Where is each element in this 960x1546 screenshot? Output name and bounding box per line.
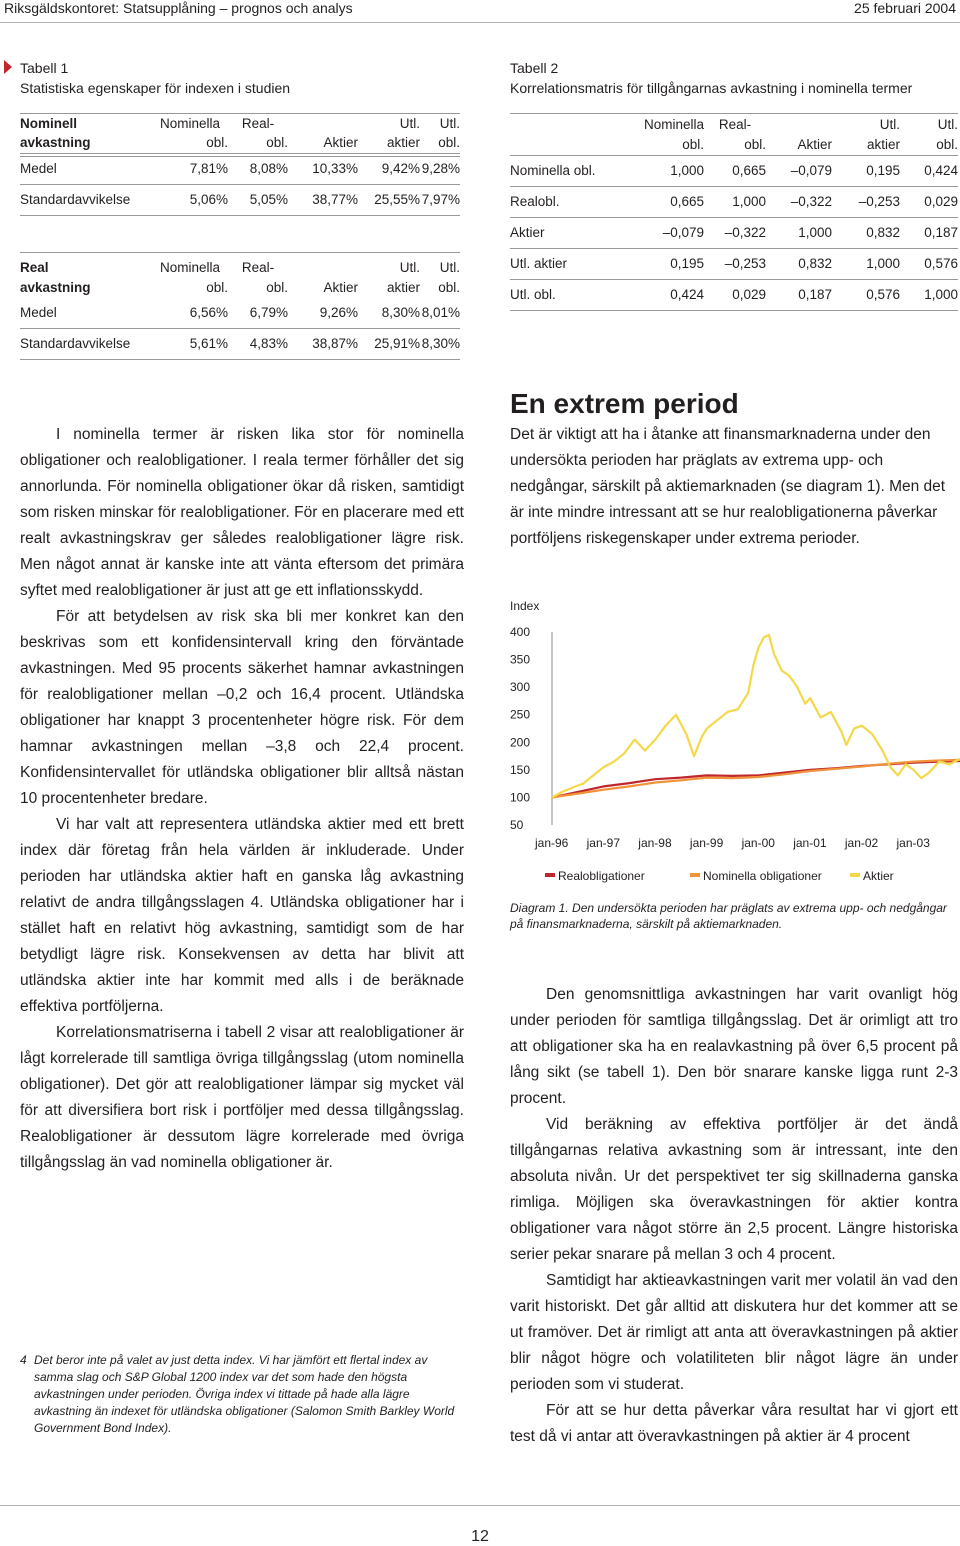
col-header: Real- bbox=[241, 259, 275, 275]
table1-subtitle: Statistiska egenskaper för indexen i studien bbox=[20, 80, 291, 96]
table-row bbox=[510, 279, 958, 310]
cell: 5,06% bbox=[160, 184, 228, 215]
index-line-chart bbox=[505, 590, 960, 890]
footnote bbox=[20, 1352, 466, 1437]
table-row bbox=[20, 184, 460, 215]
x-tick-label: jan-97 bbox=[586, 836, 621, 850]
y-tick-label: 150 bbox=[510, 762, 531, 777]
paragraph: Samtidigt har aktieavkastningen varit mer volatil än vad den varit historiskt. Det går alltid att diskutera hur det kommer att se ut framöver. Det är rimligt att anta att överavkastningen på aktier blir något högre och volatiliteten blir något lägre än under perioden som vi studerat. bbox=[510, 1272, 958, 1393]
cell: 9,26% bbox=[288, 297, 358, 328]
cell: –0,079 bbox=[766, 155, 832, 186]
cell: 1,000 bbox=[704, 186, 766, 217]
footnote-number: 4 bbox=[20, 1353, 27, 1367]
table1-real-top-rule bbox=[20, 252, 460, 253]
cell: 9,28% bbox=[420, 153, 460, 184]
col-header: aktier bbox=[386, 279, 420, 295]
cell: 7,97% bbox=[420, 184, 460, 215]
table1-real-header1 bbox=[20, 257, 460, 277]
cell: –0,253 bbox=[704, 248, 766, 279]
cell: 7,81% bbox=[160, 153, 228, 184]
table-row bbox=[510, 248, 958, 279]
col-header: aktier bbox=[386, 135, 420, 151]
cell: 1,000 bbox=[640, 155, 704, 186]
paragraph: För att se hur detta påverkar våra resultat har vi gjort ett test då vi antar att överavkastningen på aktier är 4 procent bbox=[510, 1402, 958, 1445]
col-header: Aktier bbox=[323, 135, 358, 151]
table2-header2 bbox=[510, 135, 958, 155]
col-header: Utl. bbox=[439, 259, 460, 275]
y-tick-label: 400 bbox=[510, 625, 531, 639]
table-row bbox=[20, 328, 460, 359]
paragraph: Det är viktigt att ha i åtanke att finansmarknaderna under den undersökta perioden har präglats av extrema upp- och nedgångar, särskilt på aktiemarknaden (se diagram 1). Men det är inte mindre intressant att se hur realobligationerna påverkar portföljens riskegenskaper under extrema perioder. bbox=[510, 426, 946, 547]
legend-label: Realobligationer bbox=[558, 869, 645, 883]
col-header: obl. bbox=[744, 137, 766, 153]
table1-top-rule bbox=[20, 113, 460, 114]
cell: 0,424 bbox=[640, 279, 704, 310]
paragraph: I nominella termer är risken lika stor för nominella obligationer och realobligationer. I reala termer förhåller det sig annorlunda. För nominella obligationer ökar då risken, samtidigt som risken minskar för realobligationer. För en placerare med ett realt avkastningskrav ger således realobligationer lägre risk. Men något annat är kanske inte att vänta eftersom det primära syftet med realobligationer är just att ge ett inflationsskydd. bbox=[20, 426, 464, 599]
col-header: Nominella bbox=[160, 115, 221, 131]
col-header: Aktier bbox=[323, 279, 358, 295]
cell: 5,05% bbox=[228, 184, 288, 215]
table2-label bbox=[510, 58, 912, 98]
col-header: obl. bbox=[438, 135, 460, 151]
cell: 9,42% bbox=[358, 153, 420, 184]
row-label: Medel bbox=[20, 297, 160, 328]
cell: –0,079 bbox=[640, 217, 704, 248]
x-tick-label: jan-03 bbox=[896, 836, 930, 850]
col-header: Real- bbox=[718, 116, 752, 132]
cell: 0,029 bbox=[900, 186, 958, 217]
cell: 8,08% bbox=[228, 153, 288, 184]
row-label: Realobl. bbox=[510, 186, 640, 217]
table-row bbox=[20, 297, 460, 328]
table-row bbox=[510, 155, 958, 186]
paragraph: Den genomsnittliga avkastningen har varit ovanligt hög under perioden för samtliga tillgångsslag. Det är orimligt att tro att obligationer ska ha en realavkastning på över 6,5 procent på lång sikt (se tabell 1). Den bör snarare kanske ligga runt 2-3 procent. bbox=[510, 986, 958, 1107]
col-header: aktier bbox=[866, 137, 900, 153]
right-body-text bbox=[510, 982, 958, 1450]
col-header bbox=[288, 113, 358, 133]
cell: 0,187 bbox=[900, 217, 958, 248]
cell: 0,832 bbox=[832, 217, 900, 248]
col-header: Utl. bbox=[399, 259, 420, 275]
cell: 10,33% bbox=[288, 153, 358, 184]
y-axis-label: Index bbox=[510, 599, 540, 613]
row-label: Nominella obl. bbox=[510, 155, 640, 186]
table2-correlation-matrix bbox=[510, 113, 958, 311]
cell: 38,87% bbox=[288, 328, 358, 359]
col-header bbox=[288, 257, 358, 277]
col-header: Real- bbox=[241, 115, 275, 131]
footnote-text: Det beror inte på valet av just detta index. Vi har jämfört ett flertal index av samma slag och S&P Global 1200 index var det som hade den högsta avkastningen under perioden. Övriga index vi tittade på hade alla lägre avkastning än indexet för utländska obligationer (Salomon Smith Barkley World Government Bond Index). bbox=[34, 1353, 455, 1435]
cell: 0,576 bbox=[832, 279, 900, 310]
col-header: obl. bbox=[206, 135, 228, 151]
paragraph: För att betydelsen av risk ska bli mer konkret kan den beskrivas som ett konfidensintervall kring den förväntade avkastningen. Med 95 procents säkerhet hamnar avkastningen för realobligationer mellan –0,2 och 16,4 procent. Utländska obligationer har knappt 3 procentenheter högre risk. För dem hamnar avkastningen mellan –3,8 och 22,4 procent. Konfidensintervallet för utländska obligationer blir alltså nästan 10 procentenheter bredare. bbox=[20, 608, 464, 807]
paragraph: Korrelationsmatriserna i tabell 2 visar att realobligationer är lågt korrelerade till samtliga övriga tillgångsslag (utom nominella obligationer). Det gör att realobligationer lämpar sig mycket väl för att diversifiera bort risk i portföljer med dessa tillgångsslag. Realobligationer är dessutom lägre korrelerade med övriga tillgångsslag än vad nominella obligationer är. bbox=[20, 1024, 464, 1171]
y-tick-label: 250 bbox=[510, 707, 531, 722]
header-divider bbox=[0, 22, 960, 23]
table1-nominal-header2 bbox=[20, 133, 460, 153]
cell: 0,195 bbox=[832, 155, 900, 186]
col-header: Utl. bbox=[879, 116, 900, 132]
cell: 6,79% bbox=[228, 297, 288, 328]
y-tick-label: 300 bbox=[510, 680, 531, 695]
series-line bbox=[552, 761, 960, 797]
col-header: obl. bbox=[936, 137, 958, 153]
x-tick-label: jan-00 bbox=[741, 836, 775, 850]
cell: 8,30% bbox=[358, 297, 420, 328]
col-header: obl. bbox=[206, 279, 228, 295]
col-header: Utl. bbox=[439, 115, 460, 131]
cell: –0,253 bbox=[832, 186, 900, 217]
table1-label bbox=[20, 58, 290, 98]
cell: 5,61% bbox=[160, 328, 228, 359]
cell: 4,83% bbox=[228, 328, 288, 359]
y-tick-label: 50 bbox=[510, 818, 524, 832]
running-header-left: Riksgäldskontoret: Statsupplåning – prognos och analys bbox=[4, 0, 353, 16]
table1-nominal-label: Nominell bbox=[20, 115, 78, 131]
col-header: Aktier bbox=[797, 137, 832, 153]
cell: 8,01% bbox=[420, 297, 460, 328]
table1-nominal-label2: avkastning bbox=[20, 135, 91, 151]
table1-real-header2 bbox=[20, 277, 460, 297]
legend-label: Aktier bbox=[863, 869, 894, 883]
paragraph: Vi har valt att representera utländska aktier med ett brett index där företag från hela världen är inkluderade. Under perioden har utländska aktier haft en ganska låg avkastning relativt de andra tillgångsslagen 4. Utländska obligationer har i stället haft en relativt hög avkastning, samtidigt som de har betydligt lägre risk. Konsekvensen av detta har blivit att utländska aktier inte har kommit med alls i de beräknade effektiva portföljerna. bbox=[20, 816, 464, 1015]
table1-real-label2: avkastning bbox=[20, 279, 91, 295]
legend-label: Nominella obligationer bbox=[703, 869, 822, 883]
table1-real bbox=[20, 257, 460, 360]
cell: 0,424 bbox=[900, 155, 958, 186]
series-line bbox=[552, 635, 960, 798]
table-row bbox=[20, 153, 460, 184]
table-row bbox=[510, 217, 958, 248]
cell: 8,30% bbox=[420, 328, 460, 359]
cell: 1,000 bbox=[832, 248, 900, 279]
paragraph: Vid beräkning av effektiva portföljer är det ändå tillgångarnas relativa avkastning som är intressant, inte den absoluta nivån. Ur det perspektivet ter sig skillnaderna ganska rimliga. Möjligen ska överavkastningen för aktier kontra obligationer vara något större än 2,5 procent. Längre historiska serier pekar snarare på mellan 3 och 4 procent. bbox=[510, 1116, 958, 1263]
row-label: Utl. aktier bbox=[510, 248, 640, 279]
cell: 0,195 bbox=[640, 248, 704, 279]
x-tick-label: jan-98 bbox=[638, 836, 672, 850]
col-header: Utl. bbox=[399, 115, 420, 131]
table2-header1 bbox=[510, 113, 958, 135]
row-label: Aktier bbox=[510, 217, 640, 248]
cell: 0,832 bbox=[766, 248, 832, 279]
cell: –0,322 bbox=[766, 186, 832, 217]
cell: 0,576 bbox=[900, 248, 958, 279]
col-header bbox=[766, 113, 832, 135]
running-header-date: 25 februari 2004 bbox=[854, 0, 956, 16]
col-header: Nominella bbox=[643, 116, 704, 132]
cell: 0,029 bbox=[704, 279, 766, 310]
table1-header-rule bbox=[20, 156, 460, 157]
row-label: Standardavvikelse bbox=[20, 328, 160, 359]
cell: –0,322 bbox=[704, 217, 766, 248]
y-tick-label: 350 bbox=[510, 652, 531, 667]
page-number: 12 bbox=[471, 1528, 489, 1545]
section-intro bbox=[510, 422, 958, 552]
col-header: obl. bbox=[266, 135, 288, 151]
table1-nominal bbox=[20, 113, 460, 216]
cell: 0,665 bbox=[640, 186, 704, 217]
col-header: Nominella bbox=[160, 259, 221, 275]
col-header: obl. bbox=[682, 137, 704, 153]
section-marker-icon bbox=[4, 60, 12, 74]
col-header: obl. bbox=[438, 279, 460, 295]
series-line bbox=[552, 760, 960, 798]
y-tick-label: 100 bbox=[510, 790, 531, 805]
cell: 1,000 bbox=[900, 279, 958, 310]
row-label: Utl. obl. bbox=[510, 279, 640, 310]
cell: 0,665 bbox=[704, 155, 766, 186]
cell: 1,000 bbox=[766, 217, 832, 248]
table2-subtitle: Korrelationsmatris för tillgångarnas avkastning i nominella termer bbox=[510, 80, 913, 96]
x-tick-label: jan-01 bbox=[793, 836, 827, 850]
table1-title: Tabell 1 bbox=[20, 60, 69, 76]
cell: 25,55% bbox=[358, 184, 420, 215]
footer-divider bbox=[0, 1505, 960, 1506]
section-heading: En extrem period bbox=[510, 388, 739, 419]
cell: 25,91% bbox=[358, 328, 420, 359]
diagram-caption: Diagram 1. Den undersökta perioden har präglats av extrema upp- och nedgångar på finansmarknaderna, särskilt på aktiemarknaden. bbox=[510, 901, 947, 931]
left-body-text bbox=[20, 422, 464, 1176]
x-tick-label: jan-99 bbox=[689, 836, 724, 850]
x-tick-label: jan-02 bbox=[844, 836, 879, 850]
cell: 38,77% bbox=[288, 184, 358, 215]
x-tick-label: jan-96 bbox=[535, 836, 569, 850]
cell: 0,187 bbox=[766, 279, 832, 310]
cell: 6,56% bbox=[160, 297, 228, 328]
y-tick-label: 200 bbox=[510, 735, 531, 750]
col-header: obl. bbox=[266, 279, 288, 295]
row-label: Medel bbox=[20, 153, 160, 184]
col-header: Utl. bbox=[937, 116, 958, 132]
table2-title: Tabell 2 bbox=[510, 60, 559, 76]
row-label: Standardavvikelse bbox=[20, 184, 160, 215]
table-row bbox=[510, 186, 958, 217]
table1-real-label: Real bbox=[20, 259, 49, 275]
table1-nominal-header1 bbox=[20, 113, 460, 133]
